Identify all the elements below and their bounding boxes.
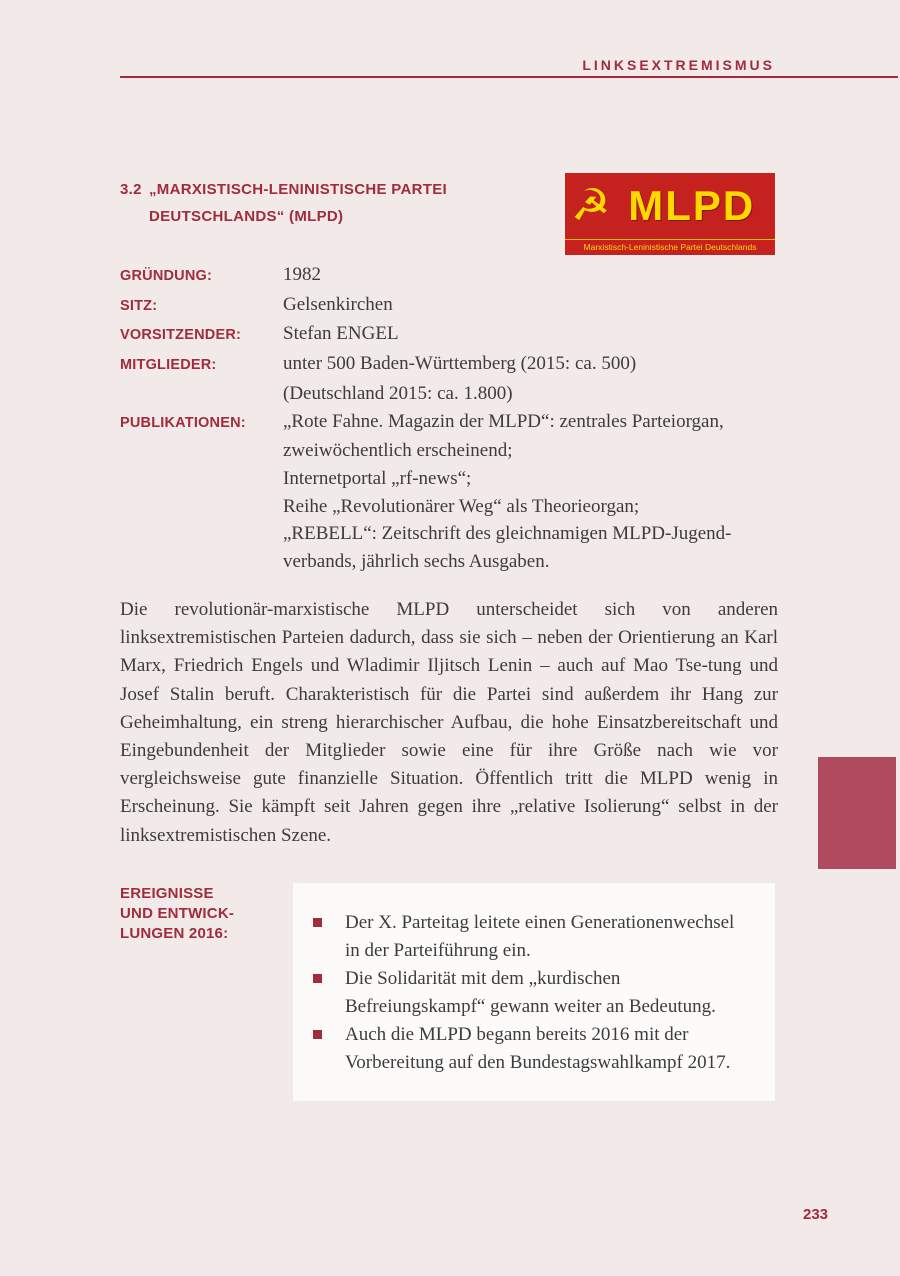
facts-table (120, 261, 780, 576)
bullet-text: Auch die MLPD begann bereits 2016 mit der Vorbereitung auf den Bundestagswahlkampf 2017. (345, 1024, 731, 1073)
fact-label: VORSITZENDER: (120, 327, 242, 344)
fact-label (120, 520, 283, 548)
events-label-line: LUNGEN 2016: (120, 925, 229, 942)
fact-label: GRÜNDUNG: (120, 268, 213, 284)
logo-title: MLPD (628, 182, 756, 229)
fact-label (120, 380, 283, 408)
fact-row (120, 520, 780, 548)
bullet-square-icon (313, 974, 322, 983)
section-title-line1: „MARXISTISCH-LENINISTISCHE PARTEI (149, 181, 447, 198)
fact-row (120, 320, 780, 350)
fact-value: verbands, jährlich sechs Ausgaben. (283, 551, 550, 573)
fact-value: Stefan ENGEL (283, 323, 399, 345)
fact-label (120, 465, 283, 493)
fact-label: PUBLIKATIONEN: (120, 414, 246, 431)
bullet-square-icon (313, 918, 322, 927)
fact-value: Reihe „Revolutionärer Weg“ als Theorieorgan; (283, 495, 640, 517)
list-item (313, 909, 751, 965)
events-label-line: UND ENTWICK- (120, 905, 235, 922)
events-box (293, 883, 775, 1101)
fact-row (120, 350, 780, 380)
mlpd-logo-main (565, 173, 775, 239)
fact-label: SITZ: (120, 297, 158, 314)
fact-row (120, 437, 780, 465)
fact-value: „Rote Fahne. Magazin der MLPD“: zentrales Parteiorgan, (283, 410, 724, 432)
fact-value: Gelsenkirchen (283, 293, 393, 315)
fact-value: unter 500 Baden-Württemberg (2015: ca. 500) (283, 353, 637, 375)
bullet-square-icon (313, 1030, 322, 1039)
fact-label (120, 548, 283, 576)
chapter-header: LINKSEXTREMISMUS (582, 57, 775, 73)
events-label-line: EREIGNISSE (120, 885, 214, 902)
bullet-text: Die Solidarität mit dem „kurdischen Befreiungskampf“ gewann weiter an Bedeutung. (345, 968, 716, 1017)
fact-value: „REBELL“: Zeitschrift des gleichnamigen MLPD-Jugend- (283, 523, 732, 545)
list-item (313, 965, 751, 1021)
fact-row (120, 548, 780, 576)
section-title (149, 176, 447, 230)
fact-value: Internetportal „rf-news“; (283, 467, 472, 489)
fact-row (120, 493, 780, 521)
events-label (120, 884, 290, 944)
fact-label: MITGLIEDER: (120, 357, 217, 374)
page-number: 233 (803, 1206, 829, 1223)
fact-value: 1982 (283, 264, 321, 285)
fact-row (120, 291, 780, 321)
hammer-sickle-icon: ☭ (571, 180, 611, 231)
fact-row (120, 408, 780, 438)
fact-value: (Deutschland 2015: ca. 1.800) (283, 382, 513, 404)
fact-label (120, 437, 283, 465)
section-title-line2: DEUTSCHLANDS“ (MLPD) (149, 208, 344, 225)
section-heading (120, 176, 447, 230)
body-paragraph: Die revolutionär-marxistische MLPD unterscheidet sich von anderen linksextremistischen Parteien dadurch, dass sie sich – neben der Orientierung an Karl Marx, Friedrich Engels und Wladimir Iljitsch Lenin – auch auf Mao Tse-tung und Josef Stalin beruft. Charakteristisch für die Partei sind außerdem ihr Hang zur Geheimhaltung, ein streng hierarchischer Aufbau, die hohe Einsatzbereitschaft und Eingebundenheit der Mitglieder sowie eine für ihre Größe nach wie vor vergleichsweise gute finanzielle Situation. Öffentlich tritt die MLPD wenig in Erscheinung. Sie kämpft seit Jahren gegen ihre „relative Isolierung“ selbst in der linksextremistischen Szene. (120, 599, 778, 846)
header-rule (120, 76, 898, 78)
bullet-text: Der X. Parteitag leitete einen Generationenwechsel in der Parteiführung ein. (345, 912, 735, 961)
fact-row (120, 261, 780, 291)
mlpd-logo (565, 173, 775, 255)
section-number: 3.2 (120, 181, 142, 198)
fact-label (120, 493, 283, 521)
fact-row (120, 380, 780, 408)
fact-value: zweiwöchentlich erscheinend; (283, 440, 513, 462)
logo-subtitle: Marxistisch-Leninistische Partei Deutschlands (565, 239, 775, 255)
chapter-edge-tab (818, 757, 896, 869)
list-item (313, 1021, 751, 1077)
fact-row (120, 465, 780, 493)
